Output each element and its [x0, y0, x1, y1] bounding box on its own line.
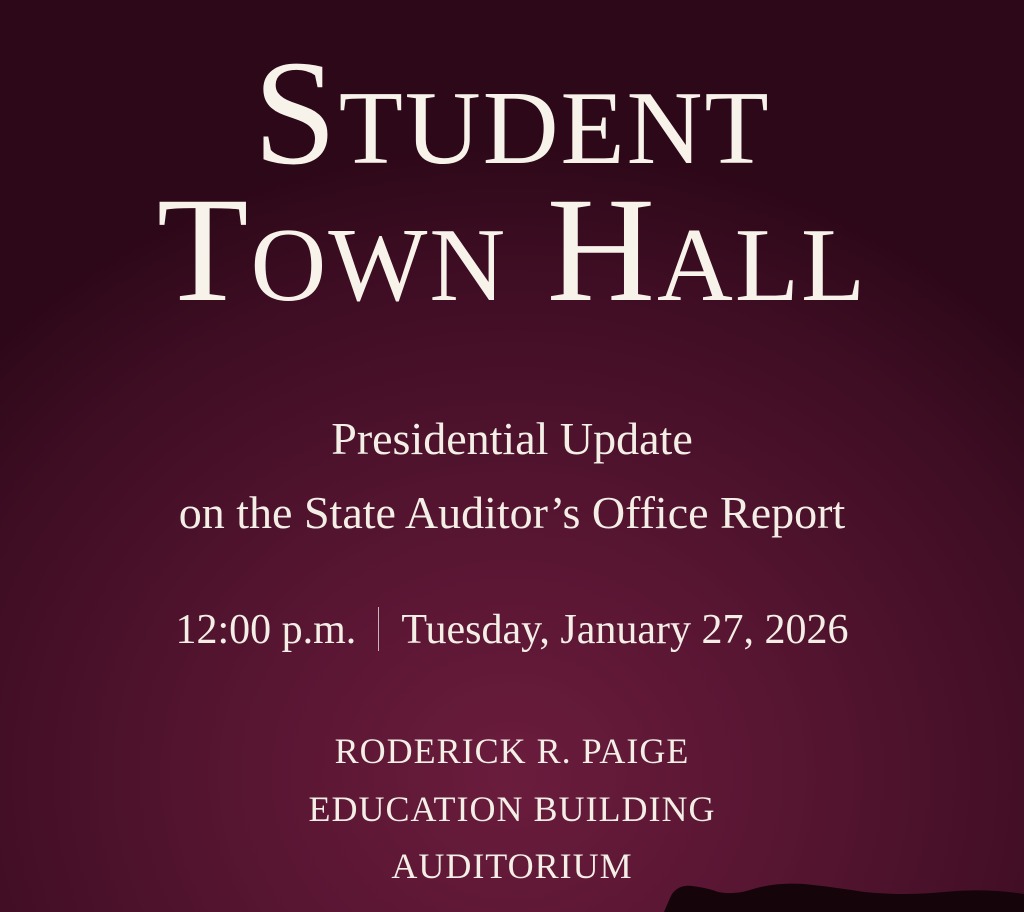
datetime-divider	[378, 607, 379, 651]
event-time: 12:00 p.m.	[175, 607, 357, 653]
poster-title-line-1: Student	[253, 30, 771, 196]
event-date: Tuesday, January 27, 2026	[401, 607, 849, 653]
poster-subtitle-line-2: on the State Auditor’s Office Report	[178, 487, 846, 538]
venue-line-1: RODERICK R. PAIGE	[334, 731, 690, 771]
dark-silhouette-decoration	[664, 862, 1024, 912]
poster-title-line-2: Town Hall	[156, 167, 868, 333]
venue-line-3: AUDITORIUM	[391, 846, 633, 886]
venue-line-2: EDUCATION BUILDING	[308, 789, 716, 829]
poster-subtitle-line-1: Presidential Update	[331, 413, 693, 464]
event-datetime	[0, 607, 1024, 651]
